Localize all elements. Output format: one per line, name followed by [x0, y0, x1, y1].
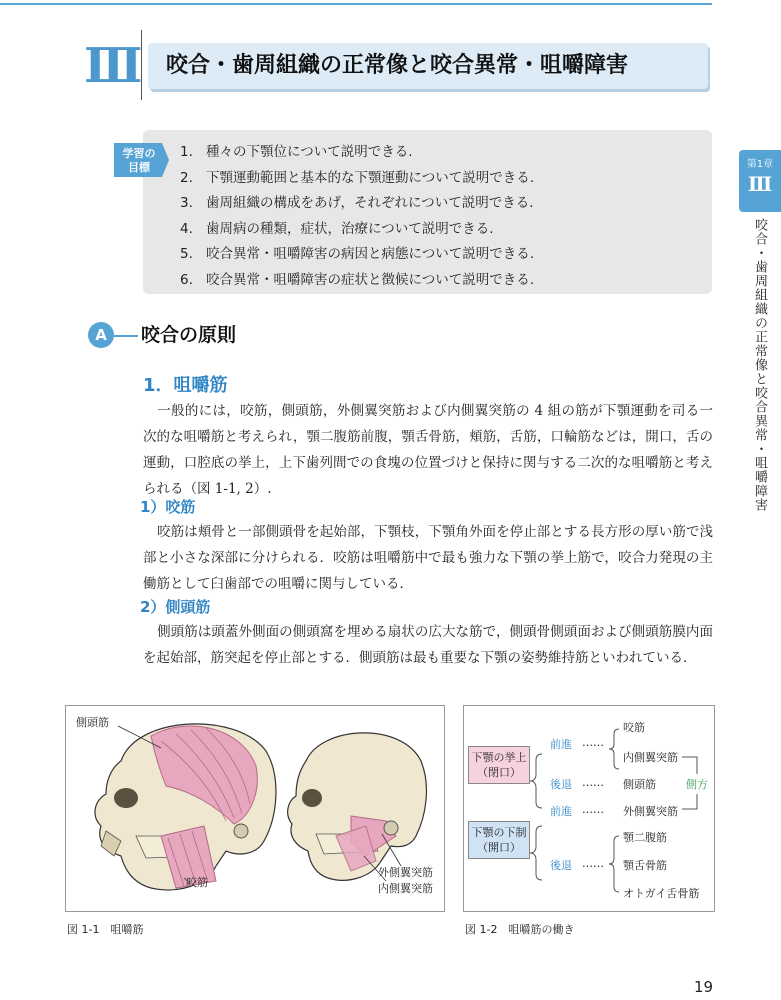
skull-left	[95, 724, 276, 890]
leader-dots: ……	[582, 776, 604, 789]
label-lateral-movement: 側方	[686, 778, 708, 791]
muscle-masseter: 咬筋	[623, 721, 645, 734]
leader-dots: ……	[582, 736, 604, 749]
objective-item: 4. 歯周病の種類，症状，治療について説明できる.	[180, 220, 494, 237]
objective-item: 6. 咬合異常・咀嚼障害の症状と徴候について説明できる.	[180, 271, 535, 288]
muscle-medial-pterygoid: 内側翼突筋	[623, 751, 678, 764]
section-letter-badge: A	[88, 322, 114, 348]
chapter-tab-label: 第1章	[746, 159, 774, 170]
label-masseter: 咬筋	[186, 876, 208, 889]
label-backward-1: 後退	[550, 778, 572, 791]
paragraph-temporalis: 側頭筋は頭蓋外側面の側頭窩を埋める扇状の広大な筋で，側頭骨側頭面および側頭筋膜内面を起始部，筋突起を停止部とする．側頭筋は最も重要な下顎の姿勢維持筋といわれている．	[143, 624, 713, 666]
objective-item: 3. 歯周組織の構成をあげ，それぞれについて説明できる.	[180, 195, 534, 211]
paragraph-masseter: 咬筋は頬骨と一部側頭骨を起始部，下顎枝，下顎角外面を停止部とする長方形の厚い筋で浅部と小さな深部に分けられる．咬筋は咀嚼筋中で最も強力な下顎の挙上筋で，咬合力発現の主働筋として臼歯部での咀嚼に関与している．	[143, 524, 713, 592]
muscle-temporalis: 側頭筋	[623, 778, 656, 791]
chapter-divider	[141, 30, 142, 100]
objectives-list	[180, 140, 534, 293]
objectives-badge-line2: 目標	[128, 161, 150, 174]
label-temporalis: 側頭筋	[76, 716, 109, 729]
muscle-mylohyoid: 顎舌骨筋	[623, 859, 667, 872]
objectives-badge	[112, 140, 170, 180]
chapter-tab	[739, 150, 781, 212]
objective-item: 5. 咬合異常・咀嚼障害の病因と病態について説明できる.	[180, 246, 535, 262]
leader-dots: ……	[582, 857, 604, 870]
section-title: 咬合の原則	[141, 324, 237, 346]
objective-item: 2. 下顎運動範囲と基本的な下顎運動について説明できる.	[180, 169, 535, 186]
muscle-geniohyoid: オトガイ舌骨筋	[623, 887, 700, 900]
running-title-vertical: 咬合・歯周組織の正常像と咬合異常・咀嚼障害	[752, 218, 767, 512]
skull-right	[288, 733, 427, 881]
figure-1-frame	[65, 705, 445, 912]
label-forward-2: 前進	[550, 805, 572, 818]
subsection-title: 1．咀嚼筋	[143, 375, 228, 396]
chapter-roman-numeral: Ⅲ	[84, 38, 140, 94]
muscle-digastric: 顎二腹筋	[623, 831, 667, 844]
objectives-badge-line1: 学習の	[122, 147, 156, 160]
skull-illustration	[66, 706, 444, 911]
item-title-masseter: 1）咬筋	[140, 498, 196, 516]
figure-2-frame	[463, 705, 715, 912]
muscle-lateral-pterygoid: 外側翼突筋	[623, 805, 678, 818]
label-forward-1: 前進	[550, 738, 572, 751]
box-elevation: 下顎の挙上 （閉口）	[468, 746, 530, 784]
figure-2-caption: 図 1-2 咀嚼筋の働き	[465, 923, 575, 936]
item-title-temporalis: 2）側頭筋	[140, 598, 211, 616]
section-connector	[114, 335, 138, 337]
chapter-tab-numeral: Ⅲ	[747, 172, 773, 196]
page-number: 19	[694, 978, 714, 996]
chapter-title: 咬合・歯周組織の正常像と咬合異常・咀嚼障害	[166, 53, 629, 78]
label-lateral-pterygoid: 外側翼突筋	[378, 866, 433, 879]
top-rule	[0, 3, 712, 5]
label-backward-2: 後退	[550, 859, 572, 872]
objective-item: 1. 種々の下顎位について説明できる.	[180, 144, 413, 160]
figure-1-caption: 図 1-1 咀嚼筋	[67, 923, 144, 936]
box-depression: 下顎の下制 （開口）	[468, 821, 530, 859]
intro-paragraph: 一般的には，咬筋，側頭筋，外側翼突筋および内側翼突筋の 4 組の筋が下顎運動を司る一次的な咀嚼筋と考えられ，顎二腹筋前腹，顎舌骨筋，頬筋，舌筋，口輪筋などは，開口，舌の運動，口腔底の挙上，上下歯列間での食塊の位置づけと保持に関与する二次的な咀嚼筋と考えられる（図 1-1, 2）.	[143, 403, 713, 497]
label-medial-pterygoid: 内側翼突筋	[378, 882, 433, 895]
leader-dots: ……	[582, 803, 604, 816]
